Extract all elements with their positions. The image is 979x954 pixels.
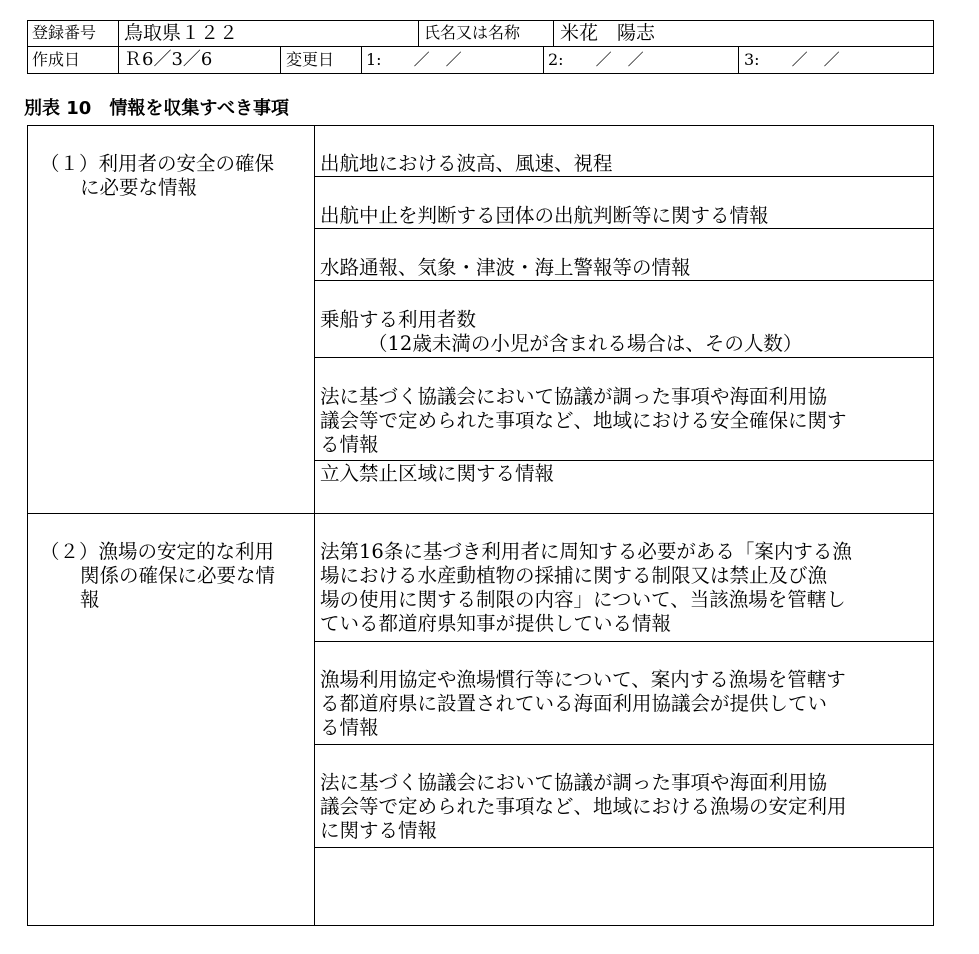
item-line: 乗船する利用者数 [320, 308, 477, 331]
item-line: （12歳未満の小児が含まれる場合は、その人数） [368, 332, 803, 355]
name-value: 米花 陽志 [560, 22, 656, 44]
registration-number-label: 登録番号 [32, 23, 97, 42]
registration-number-value: 鳥取県１２２ [124, 22, 239, 44]
item-line: 法に基づく協議会において協議が調った事項や海面利用協 [320, 771, 828, 794]
item-line: 水路通報、気象・津波・海上警報等の情報 [320, 256, 691, 279]
item-line: ている都道府県知事が提供している情報 [320, 612, 672, 635]
name-label: 氏名又は名称 [424, 23, 521, 42]
change-date-2: 2: ／ ／ [548, 50, 644, 69]
item-line: 出航中止を判断する団体の出航判断等に関する情報 [320, 204, 769, 227]
item-line: 漁場利用協定や漁場慣行等について、案内する漁場を管轄す [320, 668, 846, 691]
section-2-label-line: 報 [80, 588, 100, 611]
created-date-value: Ｒ6／3／6 [124, 49, 213, 70]
section-1-item-5 [320, 385, 847, 457]
item-line: る都道府県に設置されている海面利用協議会が提供してい [320, 692, 828, 715]
section-1-label-line: に必要な情報 [80, 176, 198, 199]
section-1-item-1 [320, 152, 613, 176]
section-2-item-1 [320, 540, 852, 636]
item-line: 法第16条に基づき利用者に周知する必要がある「案内する漁 [320, 540, 852, 563]
section-1-item-2 [320, 204, 769, 228]
created-date-label: 作成日 [32, 50, 81, 69]
change-date-3: 3: ／ ／ [744, 50, 840, 69]
item-line: 議会等で定められた事項など、地域における漁場の安定利用 [320, 795, 847, 818]
section-1-label [40, 152, 274, 200]
section-1-item-4 [320, 308, 802, 356]
section-2-label [40, 540, 275, 612]
item-line: 出航地における波高、風速、視程 [320, 152, 613, 175]
item-line: に関する情報 [320, 819, 438, 842]
item-line: 法に基づく協議会において協議が調った事項や海面利用協 [320, 385, 828, 408]
item-line: 立入禁止区域に関する情報 [320, 462, 555, 485]
change-date-1: 1: ／ ／ [366, 50, 462, 69]
section-1-label-line: （１）利用者の安全の確保 [40, 152, 275, 175]
page-title: 別表 10 情報を収集すべき事項 [24, 98, 289, 119]
section-2-label-line: （２）漁場の安定的な利用 [40, 540, 275, 563]
item-line: 場の使用に関する制限の内容」について、当該漁場を管轄し [320, 588, 846, 611]
item-line: 場における水産動植物の採捕に関する制限又は禁止及び漁 [320, 564, 828, 587]
changed-date-label: 変更日 [286, 50, 335, 69]
section-1-item-6 [320, 462, 554, 486]
section-1-item-3 [320, 256, 691, 280]
section-2-item-2 [320, 668, 846, 740]
section-2-label-line: 関係の確保に必要な情 [80, 564, 276, 587]
item-line: る情報 [320, 433, 379, 456]
section-2-item-3 [320, 771, 847, 843]
item-line: 議会等で定められた事項など、地域における安全確保に関す [320, 409, 847, 432]
item-line: る情報 [320, 716, 379, 739]
